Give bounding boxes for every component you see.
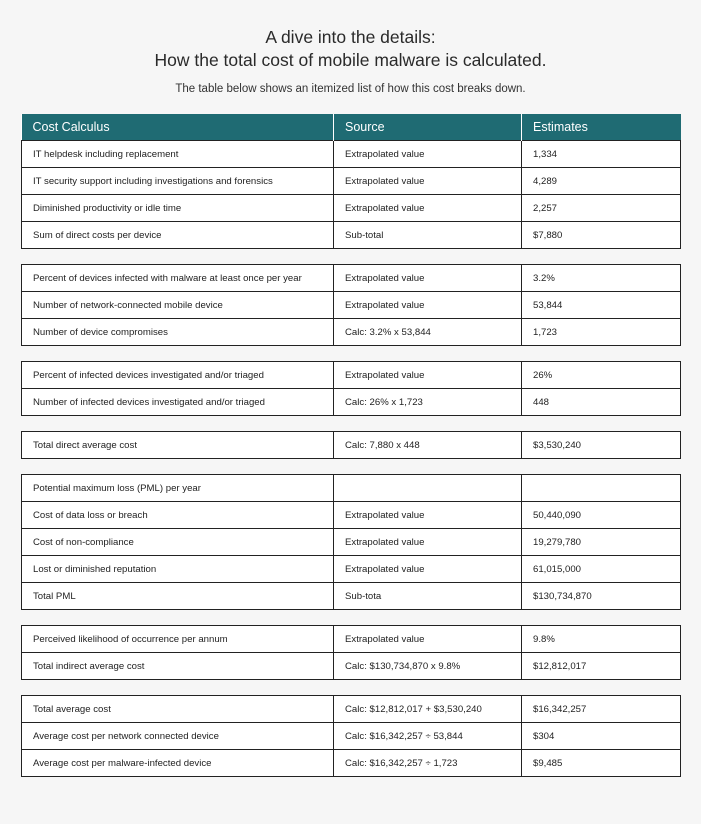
column-header-cost-calculus: Cost Calculus [22, 114, 334, 141]
cell-cost-item: Potential maximum loss (PML) per year [22, 475, 334, 502]
cell-source: Extrapolated value [334, 168, 522, 195]
table-row [22, 529, 681, 556]
cell-cost-item: Cost of non-compliance [22, 529, 334, 556]
cell-source: Calc: $16,342,257 ÷ 53,844 [334, 723, 522, 750]
cell-estimate: 448 [522, 389, 681, 416]
table-group [22, 696, 681, 777]
table-row [22, 583, 681, 610]
cell-source: Extrapolated value [334, 626, 522, 653]
table-row [22, 389, 681, 416]
table-row [22, 556, 681, 583]
table-group [22, 475, 681, 610]
cell-source: Sub-tota [334, 583, 522, 610]
cell-cost-item: Diminished productivity or idle time [22, 195, 334, 222]
table-row [22, 626, 681, 653]
page-subtitle: The table below shows an itemized list of how this cost breaks down. [175, 83, 526, 95]
cell-cost-item: Percent of devices infected with malware at least once per year [22, 265, 334, 292]
cell-estimate: 19,279,780 [522, 529, 681, 556]
table-row [22, 696, 681, 723]
cell-estimate: $9,485 [522, 750, 681, 777]
table-row [22, 222, 681, 249]
cell-estimate: $304 [522, 723, 681, 750]
cell-estimate: $7,880 [522, 222, 681, 249]
cell-cost-item: Total indirect average cost [22, 653, 334, 680]
cost-table-group [21, 695, 681, 777]
table-row [22, 653, 681, 680]
cell-source: Calc: $12,812,017 + $3,530,240 [334, 696, 522, 723]
cell-estimate: 50,440,090 [522, 502, 681, 529]
cell-source: Calc: 7,880 x 448 [334, 432, 522, 459]
table-row [22, 168, 681, 195]
page-header [0, 0, 701, 95]
group-spacer [21, 680, 680, 695]
cell-cost-item: Total average cost [22, 696, 334, 723]
cell-source: Calc: $16,342,257 ÷ 1,723 [334, 750, 522, 777]
cell-cost-item: IT security support including investigations and forensics [22, 168, 334, 195]
cell-cost-item: Cost of data loss or breach [22, 502, 334, 529]
cell-estimate: 61,015,000 [522, 556, 681, 583]
cell-cost-item: Total PML [22, 583, 334, 610]
cell-estimate: $12,812,017 [522, 653, 681, 680]
table-row [22, 195, 681, 222]
table-row [22, 750, 681, 777]
cell-estimate: $3,530,240 [522, 432, 681, 459]
title-line-1: A dive into the details: [265, 27, 436, 47]
cell-source: Extrapolated value [334, 141, 522, 168]
cell-source: Extrapolated value [334, 265, 522, 292]
cell-estimate: 53,844 [522, 292, 681, 319]
table-group [22, 265, 681, 346]
table-group [22, 362, 681, 416]
column-header-source: Source [334, 114, 522, 141]
group-spacer [21, 610, 680, 625]
cell-cost-item: Percent of infected devices investigated and/or triaged [22, 362, 334, 389]
cost-table-header [21, 114, 681, 249]
table-row [22, 362, 681, 389]
cell-cost-item: Number of network-connected mobile device [22, 292, 334, 319]
table-group [22, 141, 681, 249]
table-group [22, 626, 681, 680]
group-spacer [21, 346, 680, 361]
cell-estimate: 9.8% [522, 626, 681, 653]
cell-estimate: 2,257 [522, 195, 681, 222]
title-line-2: How the total cost of mobile malware is calculated. [154, 50, 547, 70]
table-row [22, 723, 681, 750]
cell-cost-item: Sum of direct costs per device [22, 222, 334, 249]
cell-estimate: 26% [522, 362, 681, 389]
column-header-estimates: Estimates [522, 114, 681, 141]
cell-estimate: 1,334 [522, 141, 681, 168]
cell-cost-item: IT helpdesk including replacement [22, 141, 334, 168]
cell-estimate: $130,734,870 [522, 583, 681, 610]
cell-source: Calc: $130,734,870 x 9.8% [334, 653, 522, 680]
cell-cost-item: Average cost per malware-infected device [22, 750, 334, 777]
cell-cost-item: Number of device compromises [22, 319, 334, 346]
cost-table-group [21, 625, 681, 680]
group-spacer [21, 416, 680, 431]
cost-table-group [21, 474, 681, 610]
cell-cost-item: Perceived likelihood of occurrence per annum [22, 626, 334, 653]
cell-source [334, 475, 522, 502]
table-row [22, 432, 681, 459]
cell-cost-item: Lost or diminished reputation [22, 556, 334, 583]
page-title [0, 26, 701, 72]
cell-source: Sub-total [334, 222, 522, 249]
group-spacer [21, 249, 680, 264]
cell-source: Extrapolated value [334, 362, 522, 389]
table-row [22, 141, 681, 168]
cell-cost-item: Total direct average cost [22, 432, 334, 459]
cell-source: Calc: 26% x 1,723 [334, 389, 522, 416]
cell-estimate [522, 475, 681, 502]
table-row [22, 265, 681, 292]
table-row [22, 502, 681, 529]
table-row [22, 319, 681, 346]
table-header-row [22, 114, 681, 141]
cell-source: Extrapolated value [334, 502, 522, 529]
cell-estimate: 1,723 [522, 319, 681, 346]
cell-cost-item: Average cost per network connected device [22, 723, 334, 750]
table-row [22, 292, 681, 319]
cost-table-group [21, 264, 681, 346]
cell-source: Extrapolated value [334, 556, 522, 583]
cost-table-group [21, 361, 681, 416]
cell-source: Extrapolated value [334, 529, 522, 556]
group-spacer [21, 459, 680, 474]
cell-cost-item: Number of infected devices investigated and/or triaged [22, 389, 334, 416]
table-row [22, 475, 681, 502]
cell-source: Extrapolated value [334, 195, 522, 222]
cost-tables [21, 114, 680, 777]
cell-estimate: 3.2% [522, 265, 681, 292]
cell-source: Extrapolated value [334, 292, 522, 319]
cell-estimate: 4,289 [522, 168, 681, 195]
cell-estimate: $16,342,257 [522, 696, 681, 723]
cost-table-group [21, 431, 681, 459]
cell-source: Calc: 3.2% x 53,844 [334, 319, 522, 346]
table-group [22, 432, 681, 459]
